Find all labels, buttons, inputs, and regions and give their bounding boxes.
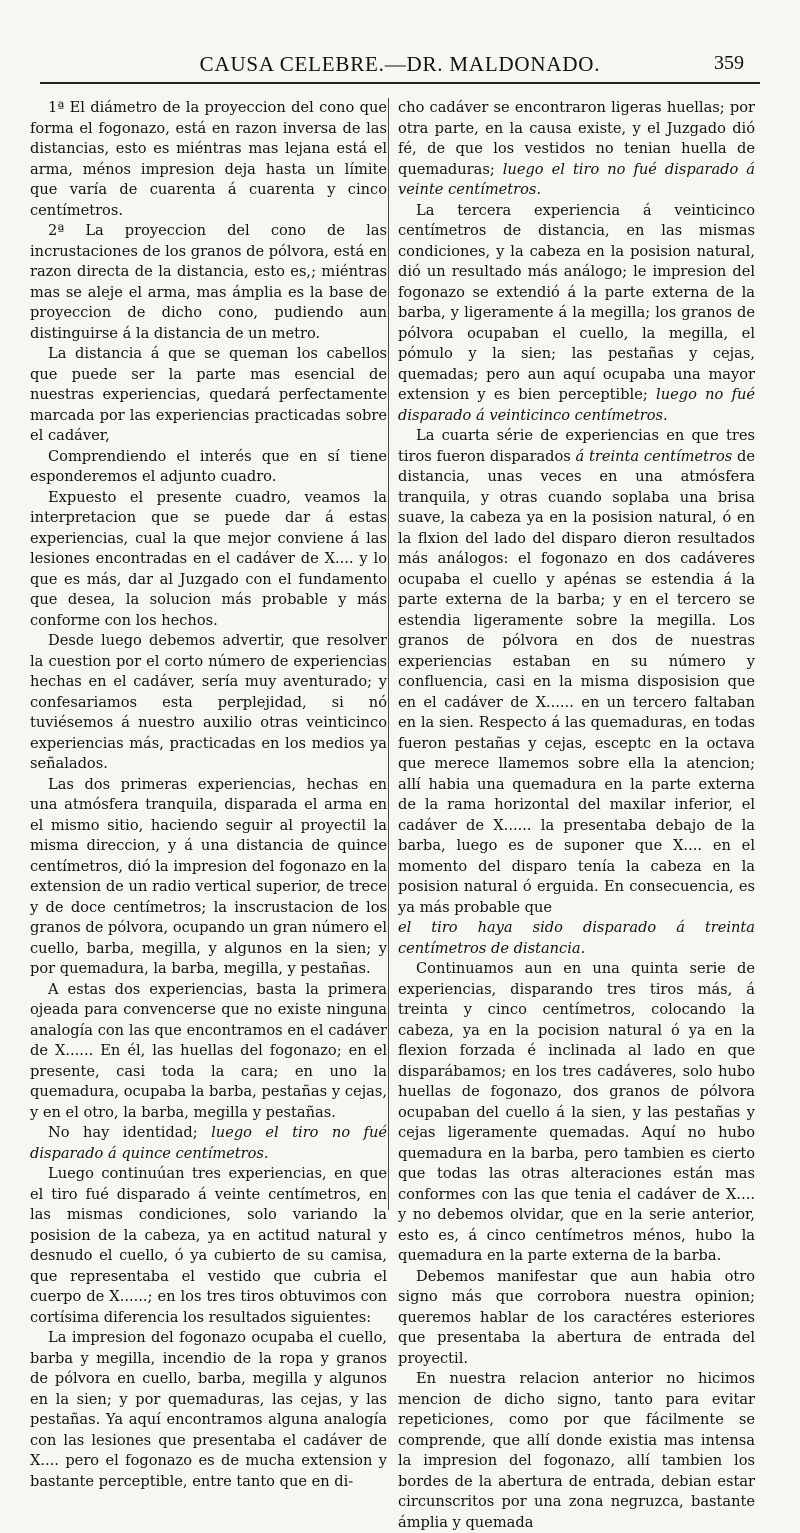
- paragraph-text: La tercera experiencia á veinticinco centímetros de distancia, en las mismas condiciones, y la cabeza en la posision natural, dió un resultado más análogo; le impresion del fogonazo se extendió á la parte externa de la barba, y ligeramente á la megilla; los granos de pólvora ocupaban el cuello, la megilla, el pómulo y la sien; las pestañas y cejas, quemadas; pero aun aquí ocupaba una mayor extension y es bien perceptible;: [398, 201, 755, 403]
- paragraph: [30, 980, 387, 1124]
- paragraph-text: La impresion del fogonazo ocupaba el cuello, barba y megilla, incendio de la ropa y granos de pólvora en cuello, barba, megilla y algunos en la sien; y por quemaduras, las cejas, y las pestañas. Ya aquí encontramos alguna analogía con las lesiones que presentaba el cadáver de X.... pero el fogonazo es de mucha extension y bastante perceptible, entre tanto que en di-: [30, 1329, 387, 1490]
- running-title: CAUSA CELEBRE.—DR. MALDONADO.: [199, 52, 601, 76]
- italic-text: luego el tiro no fué disparado á quince centímetros.: [30, 1124, 387, 1162]
- italic-text: luego el tiro no fué disparado á veinte centímetros.: [398, 160, 755, 198]
- left-column: [30, 98, 387, 1490]
- paragraph: [30, 631, 387, 775]
- paragraph-text: Debemos manifestar que aun habia otro signo más que corrobora nuestra opinion; queremos hablar de los caractéres esteriores que presentaba la abertura de entrada del proyectil.: [398, 1267, 755, 1367]
- paragraph-text-tail: de distancia, unas veces en una atmósfera tranquila, y otras cuando soplaba una brisa suave, la cabeza ya en la posision natural, ó en la flxion del lado del disparo dieron resultados más análogos: el fogonazo en dos cadáveres ocupaba el cuello y apénas se estendia á la parte externa de la barba; y en el tercero se estendia ligeramente sobre la megilla. Los granos de pólvora en dos de nuestras experiencias estaban en su número y confluencia, casi en la misma disposision que en el cadáver de X...... en un tercero faltaban en la sien. Respecto á las quemaduras, en todas fueron pestañas y cejas, esceptc en la octava que merece llamemos sobre ella la atencion; allí habia una quemadura en la parte externa de la rama horizontal del maxilar inferior, el cadáver de X...... la presentaba debajo de la barba, luego es de suponer que X.... en el momento del disparo tenía la cabeza en la posision natural ó erguida. En consecuencia, es ya más probable que: [398, 447, 756, 916]
- paragraph: [30, 344, 387, 447]
- paragraph: [398, 918, 755, 959]
- paragraph: [30, 775, 387, 980]
- italic-text: á treinta centímetros: [575, 447, 733, 465]
- paragraph: [398, 98, 755, 201]
- paragraph: [30, 1123, 387, 1164]
- paragraph-text: No hay identidad;: [48, 1124, 212, 1141]
- paragraph: [30, 1328, 387, 1492]
- paragraph-text: A estas dos experiencias, basta la primera ojeada para convencerse que no existe ninguna analogía con las que encontramos en el cadáver de X...... En él, las huellas del fogonazo; en el presente, casi toda la cara; en uno la quemadura, ocupaba la barba, pestañas y cejas, y en el otro, la barba, megilla y pestañas.: [30, 980, 387, 1121]
- paragraph: [30, 1164, 387, 1328]
- paragraph-text: Expuesto el presente cuadro, veamos la interpretacion que se puede dar á estas experiencias, cual la que mejor conviene á las lesiones encontradas en el cadáver de X.... y lo que es más, dar al Juzgado con el fundamento que desea, la solucion más probable y más conforme con los hechos.: [30, 488, 387, 629]
- paragraph-text: Luego continuúan tres experiencias, en que el tiro fué disparado á veinte centímetros, en las mismas condiciones, solo variando la posision de la cabeza, ya en actitud natural y desnudo el cuello, ó ya cubierto de su camisa, que representaba el vestido que cubria el cuerpo de X......; en los tres tiros obtuvimos con cortísima diferencia los resultados siguientes:: [30, 1165, 387, 1326]
- right-column: [398, 98, 756, 1531]
- paragraph: [30, 488, 387, 632]
- paragraph: [398, 426, 755, 918]
- italic-text: el tiro haya sido disparado á treinta centímetros de distancia.: [398, 919, 755, 957]
- paragraph: [398, 959, 755, 1267]
- paragraph-text: 2ª La proyeccion del cono de las incrustaciones de los granos de pólvora, está en razon directa de la distancia, esto es,; miéntras mas se aleje el arma, mas ámplia es la base de proyeccion de dicho cono, pudiendo aun distinguirse á la distancia de un metro.: [30, 222, 387, 342]
- paragraph-text: La distancia á que se queman los cabellos que puede ser la parte mas esencial de nuestras experiencias, quedará perfectamente marcada por las experiencias practicadas sobre el cadáver,: [30, 345, 387, 444]
- paragraph-text: 1ª El diámetro de la proyeccion del cono que forma el fogonazo, está en razon inversa de las distancias, esto es miéntras mas lejana está el arma, ménos impresion deja hasta un límite que varía de cuarenta á cuarenta y cinco centímetros.: [30, 99, 387, 219]
- paragraph-text: La cuarta série de experiencias en que tres tiros fueron disparados: [398, 427, 755, 465]
- paragraph-text: Las dos primeras experiencias, hechas en una atmósfera tranquila, disparada el arma en el mismo sitio, haciendo seguir al proyectil la misma direccion, y á una distancia de quince centímetros, dió la impresion del fogonazo en la extension de un radio vertical superior, de trece y de doce centímetros; la inscrustacion de los granos de pólvora, ocupando un gran número el cuello, barba, megilla, y algunos en la sien; y por quemadura, la barba, megilla, y pestañas.: [30, 775, 387, 977]
- column-divider: [388, 98, 389, 1210]
- paragraph: [398, 201, 755, 427]
- page-number: 359: [714, 52, 744, 74]
- header-rule: [40, 82, 760, 84]
- paragraph-text: Continuamos aun en una quinta serie de experiencias, disparando tres tiros más, á treinta y cinco centímetros, colocando la cabeza, ya en la pocision natural ó ya en la flexion forzada é inclinada al lado en que disparábamos; en los tres cadáveres, solo hubo huellas de fogonazo, dos granos de pólvora ocupaban del cuello á la sien, y las pestañas y cejas ligeramente quemadas. Aquí no hubo quemadura en la barba, pero tambien es cierto que todas las otras alteraciones están mas conformes con las que tenia el cadáver de X.... y no debemos olvidar, que en la serie anterior, esto es, á cinco centímetros ménos, hubo la quemadura en la parte externa de la barba.: [398, 960, 755, 1264]
- paragraph: [30, 447, 387, 488]
- running-head: [40, 52, 760, 86]
- paragraph-text: Desde luego debemos advertir, que resolver la cuestion por el corto número de experiencias hechas en el cadáver, sería muy aventurado; y confesariamos esta perplejidad, si nó tuviésemos á nuestro auxilio otras veinticinco experiencias más, practicadas en los medios ya señalados.: [30, 632, 387, 772]
- paragraph: [398, 1369, 755, 1533]
- italic-text: luego no fué disparado á veinticinco centímetros.: [398, 386, 756, 424]
- paragraph: [30, 221, 387, 344]
- paragraph: [398, 1267, 755, 1370]
- paragraph-text: Comprendiendo el interés que en sí tiene esponderemos el adjunto cuadro.: [30, 447, 387, 485]
- paragraph: [30, 98, 387, 221]
- paragraph-text: cho cadáver se encontraron ligeras huellas; por otra parte, en la causa existe, y el Juzgado dió fé, de que los vestidos no tenian huella de quemaduras;: [398, 99, 755, 178]
- paragraph-text: En nuestra relacion anterior no hicimos mencion de dicho signo, tanto para evitar repeticiones, como por que fácilmente se comprende, que allí donde existia mas intensa la impresion del fogonazo, allí tambien los bordes de la abertura de entrada, debian estar circunscritos por una zona negruzca, bastante ámplia y quemada: [398, 1370, 755, 1531]
